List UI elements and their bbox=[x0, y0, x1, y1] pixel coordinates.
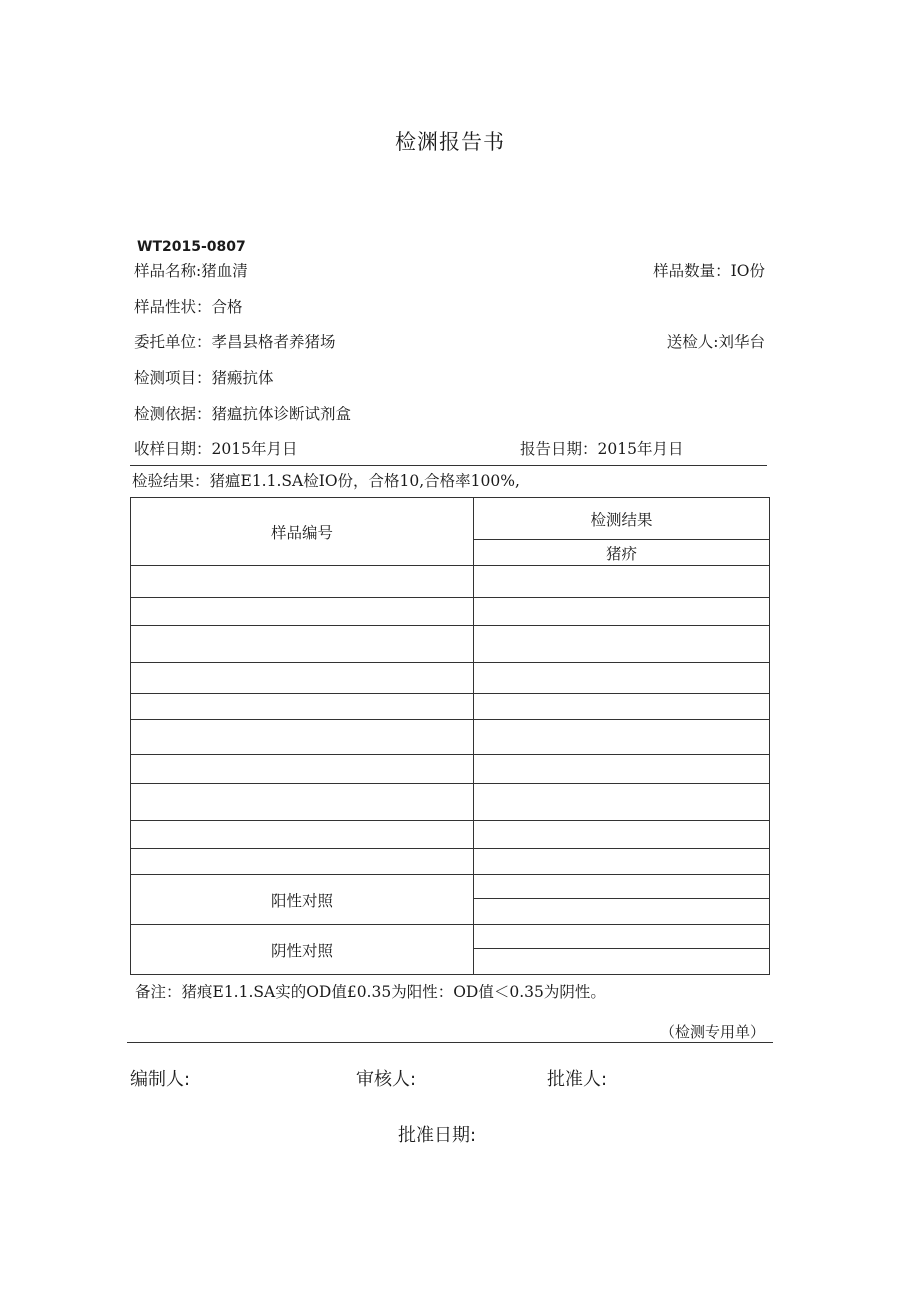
approval-date: 批准日期: bbox=[398, 1125, 477, 1146]
table-row bbox=[131, 566, 770, 598]
bottom-divider bbox=[127, 1042, 773, 1043]
header-test-result: 检测结果 bbox=[474, 498, 770, 540]
header-sample-number: 样品编号 bbox=[131, 498, 474, 566]
divider-line bbox=[130, 465, 767, 466]
report-date: 报告日期：2015年月日 bbox=[520, 440, 684, 458]
table-row bbox=[131, 694, 770, 720]
table-row bbox=[131, 720, 770, 755]
test-basis: 检测依据：猪瘟抗体诊断试剂盒 bbox=[134, 405, 352, 423]
positive-control-label: 阳性对照 bbox=[131, 875, 474, 925]
negative-control-cell bbox=[474, 925, 770, 949]
submitter: 送检人:刘华台 bbox=[666, 333, 765, 351]
table-row bbox=[131, 784, 770, 821]
client-unit: 委托单位：孝昌县格者养猪场 bbox=[134, 333, 336, 351]
report-number: WT2015-0807 bbox=[137, 239, 246, 255]
table-row bbox=[131, 849, 770, 875]
header-sub-result: 猪疥 bbox=[474, 540, 770, 566]
reviewer-signature: 审核人: bbox=[356, 1069, 417, 1090]
results-table bbox=[130, 497, 770, 975]
test-item: 检测项目：猪瘢抗体 bbox=[134, 369, 274, 387]
document-title: 检渊报告书 bbox=[395, 130, 505, 154]
receive-date: 收样日期：2015年月日 bbox=[134, 440, 298, 458]
remarks: 备注：猪痕E1.1.SA实的OD值£0.35为阳性：OD值＜0.35为阴性。 bbox=[135, 983, 606, 1001]
table-row bbox=[131, 626, 770, 663]
positive-control-cell bbox=[474, 875, 770, 899]
sample-name: 样品名称:猪血清 bbox=[134, 262, 248, 280]
compiler-signature: 编制人: bbox=[130, 1069, 191, 1090]
sample-state: 样品性状：合格 bbox=[134, 298, 243, 316]
table-row bbox=[131, 821, 770, 849]
positive-control-cell bbox=[474, 899, 770, 925]
sample-quantity: 样品数量：IO份 bbox=[653, 262, 765, 280]
special-use-label: （检测专用单） bbox=[660, 1023, 766, 1041]
negative-control-cell bbox=[474, 949, 770, 975]
result-summary: 检验结果：猪瘟E1.1.SA检IO份，合格10,合格率100%, bbox=[132, 472, 520, 490]
table-row bbox=[131, 755, 770, 784]
negative-control-label: 阴性对照 bbox=[131, 925, 474, 975]
table-row bbox=[131, 598, 770, 626]
approver-signature: 批准人: bbox=[547, 1069, 608, 1090]
table-row bbox=[131, 663, 770, 694]
